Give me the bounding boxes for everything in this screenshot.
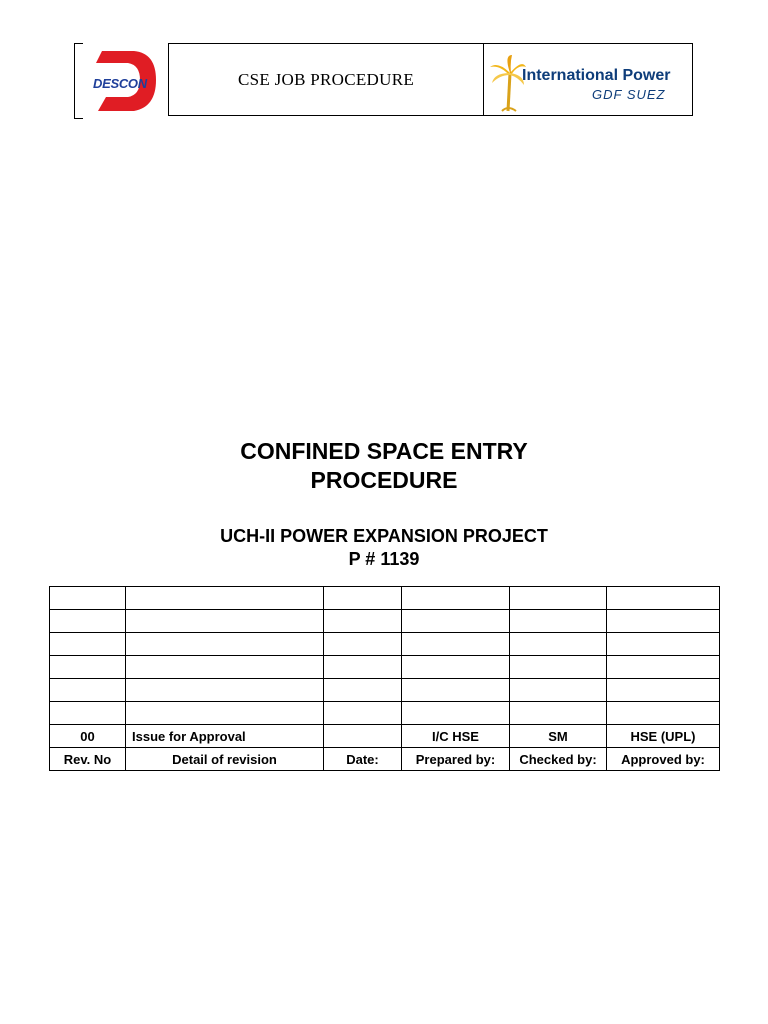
descon-logo-cell — [80, 44, 169, 116]
table-row — [50, 587, 720, 610]
checked-by-header: Checked by: — [510, 748, 607, 771]
descon-logo — [84, 45, 164, 115]
revision-table — [49, 586, 720, 771]
international-power-subtitle: GDF SUEZ — [592, 86, 666, 102]
document-title-line2: PROCEDURE — [310, 467, 458, 493]
rev-no-cell: 00 — [50, 725, 126, 748]
project-title-line1: UCH-II POWER EXPANSION PROJECT — [220, 526, 548, 546]
document-title — [0, 437, 768, 495]
date-cell — [324, 725, 402, 748]
international-power-name: International Power — [522, 66, 671, 84]
approved-by-header: Approved by: — [607, 748, 720, 771]
header-title: CSE JOB PROCEDURE — [237, 69, 415, 89]
document-title-line1: CONFINED SPACE ENTRY — [240, 438, 528, 464]
table-row — [50, 702, 720, 725]
table-header-row — [50, 748, 720, 771]
detail-cell: Issue for Approval — [126, 725, 324, 748]
project-title — [0, 525, 768, 571]
table-row — [50, 725, 720, 748]
detail-header: Detail of revision — [126, 748, 324, 771]
checked-by-cell: SM — [510, 725, 607, 748]
date-header: Date: — [324, 748, 402, 771]
international-power-logo — [484, 45, 689, 115]
rev-no-header: Rev. No — [50, 748, 126, 771]
table-row — [50, 656, 720, 679]
international-power-logo-cell — [484, 44, 693, 116]
project-number: P # 1139 — [348, 549, 420, 569]
prepared-by-cell: I/C HSE — [402, 725, 510, 748]
table-row — [50, 633, 720, 656]
prepared-by-header: Prepared by: — [402, 748, 510, 771]
table-row — [50, 679, 720, 702]
approved-by-cell: HSE (UPL) — [607, 725, 720, 748]
header-title-cell — [169, 44, 484, 116]
table-row — [50, 610, 720, 633]
document-header — [80, 43, 693, 116]
descon-logo-text: DESCON — [93, 75, 147, 91]
